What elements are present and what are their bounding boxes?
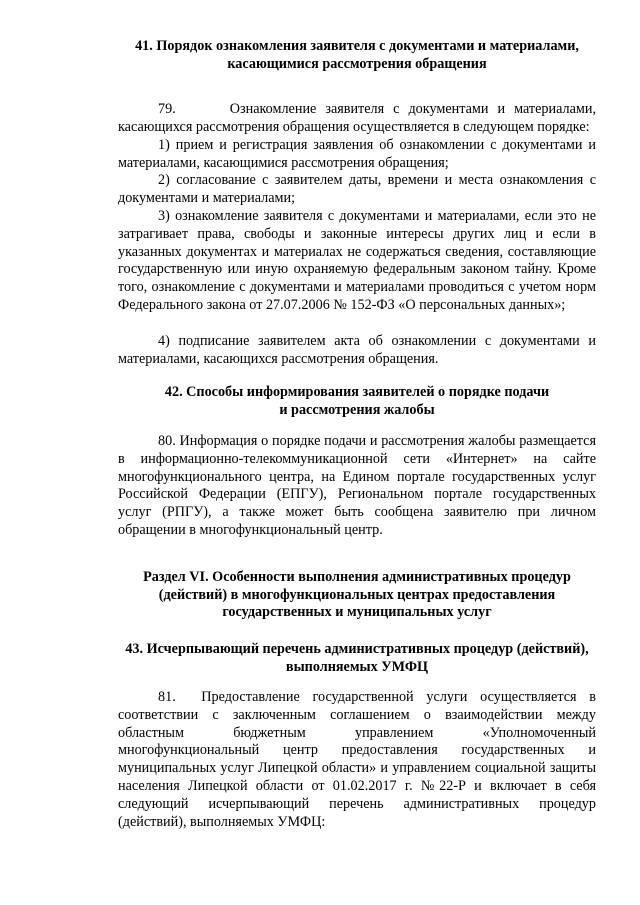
section-6-line3: государственных и муниципальных услуг (222, 604, 492, 620)
document-page (118, 0, 596, 905)
heading-42-line2: и рассмотрения жалобы (279, 401, 435, 418)
heading-42 (118, 384, 596, 419)
paragraph-79-item1: 1) прием и регистрация заявления об ознакомлении с документами и материалами, касающимися рассмотрения обращения; (118, 137, 596, 171)
heading-43 (118, 641, 596, 676)
section-6-line2: (действий) в многофункциональных центрах предоставления (158, 586, 556, 603)
paragraph-79-item2: 2) согласование с заявителем даты, времени и места ознакомления с документами и материалами; (118, 172, 596, 206)
heading-41-line1: 41. Порядок ознакомления заявителя с документами и материалами, (135, 38, 579, 54)
heading-42-line1: 42. Способы информирования заявителей о порядке подачи (164, 384, 550, 400)
paragraph-79-item4: 4) подписание заявителем акта об ознакомлении с документами и материалами, касающихся рассмотрения обращения. (118, 333, 596, 367)
heading-43-line2: выполняемых УМФЦ (285, 658, 429, 675)
paragraph-79-item3: 3) ознакомление заявителя с документами и материалами, если это не затрагивает права, свободы и законные интересы других лиц и если в указанных документах и материалах не содержаться сведения, составляющие государственную или иную охраняемую федеральным законом тайну. Кроме того, ознакомление с документами и материалами проводиться с учетом норм Федерального закона от 27.07.2006 № 152-ФЗ «О персональных данных»; (118, 208, 596, 313)
paragraph-79-intro: 79. Ознакомление заявителя с документами и материалами, касающихся рассмотрения обращения осуществляется в следующем порядке: (118, 101, 596, 135)
heading-41-line2: касающимися рассмотрения обращения (227, 55, 487, 72)
section-6-heading (118, 569, 596, 622)
section-6-line1: Раздел VI. Особенности выполнения административных процедур (143, 569, 571, 585)
heading-41 (118, 38, 596, 73)
paragraph-81: 81. Предоставление государственной услуги осуществляется в соответствии с заключенным соглашением о взаимодействии между областным бюджетным управлением «Уполномоченный многофункциональный центр предоставления государственных и муниципальных услуг Липецкой области» и управлением социальной защиты населения Липецкой области от 01.02.2017 г. №22-Р и включает в себя следующий исчерпывающий перечень административных процедур (действий), выполняемых УМФЦ: (118, 689, 596, 830)
heading-43-line1: 43. Исчерпывающий перечень административных процедур (действий), (125, 641, 589, 657)
paragraph-80: 80. Информация о порядке подачи и рассмотрения жалобы размещается в информационно-телекоммуникационной сети «Интернет» на сайте многофункционального центра, на Едином портале государственных услуг Российской Федерации (ЕПГУ), Региональном портале государственных услуг (РПГУ), а также может быть сообщена заявителю при личном обращении в многофункциональный центр. (118, 433, 596, 538)
